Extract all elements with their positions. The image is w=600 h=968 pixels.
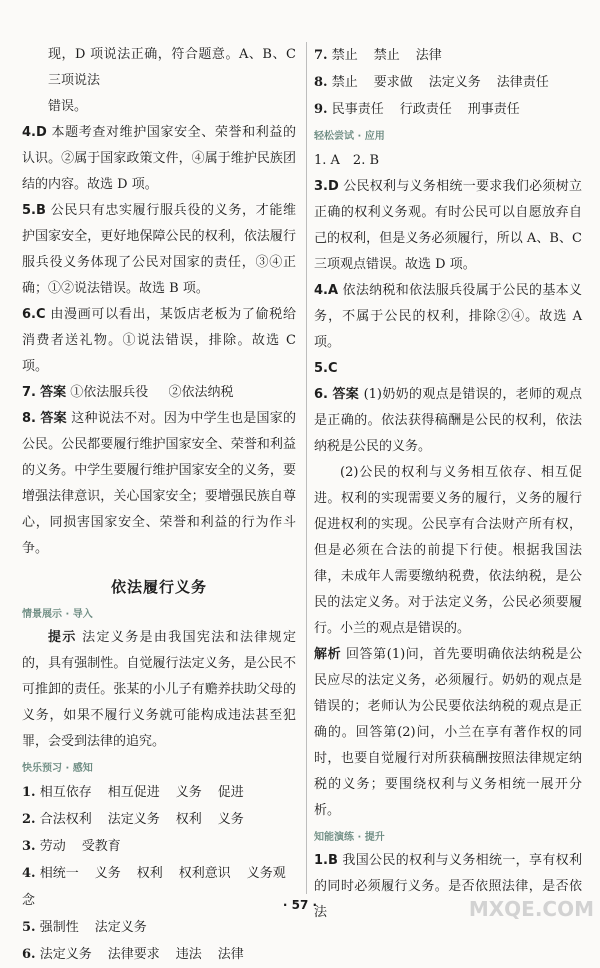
answer-line-2: 2. 合法权利 法定义务 权利 义务 (22, 812, 244, 827)
q1-q2-answer: 1. A 2. B (314, 153, 380, 168)
q6-right-answer: 6. 答案 (1)奶奶的观点是错误的，老师的观点是正确的。依法获得稿酬是公民的权利，依法纳税是公民的义务。 (314, 387, 582, 454)
q3-answer: 3.D 公民权利与义务相统一要求我们必须树立正确的权利义务观。有时公民可以自愿放弃自己的权利，但是义务必须履行，所以 A、B、C 三项观点错误。故选 D 项。 (314, 179, 582, 272)
answer-line-3: 3. 劳动 受教育 (22, 839, 121, 854)
q1-practice-answer: 1.B 我国公民的权利与义务相统一，享有权利的同时必须履行义务。是否依照法律，是否依法 (314, 853, 582, 920)
q6-answer: 6.C 由漫画可以看出，某饭店老板为了偷税给消费者送礼物。①说法错误，排除。故选 C 项。 (22, 307, 296, 374)
q7-answer: 7. 答案 ①依法服兵役 ②依法纳税 (22, 385, 234, 400)
watermark: MXQE.COM (468, 897, 594, 921)
q6-part2: (2)公民的权利与义务相互依存、相互促进。权利的实现需要义务的履行，义务的履行促进权利的实现。公民享有合法财产所有权，但是必须在合法的前提下行使。根据我国法律，未成年人需要缴纳税费，依法纳税，是公民的法定义务。对于法定义务，公民必须要履行。小兰的观点是错误的。 (314, 465, 582, 636)
q4-right-answer: 4.A 依法纳税和依法服兵役属于公民的基本义务，不属于公民的权利，排除②④。故选 A 项。 (314, 283, 582, 350)
answer-line-7: 7. 禁止 禁止 法律 (314, 48, 442, 63)
answer-line-8: 8. 禁止 要求做 法定义务 法律责任 (314, 75, 549, 90)
section-title: 依法履行义务 (110, 578, 207, 596)
right-column (314, 42, 582, 926)
q4-answer: 4.D 本题考查对维护国家安全、荣誉和利益的认识。②属于国家政策文件，④属于维护民族团结的内容。故选 D 项。 (22, 125, 296, 192)
page-number: · 57 · (282, 898, 318, 912)
left-column (22, 42, 296, 968)
answer-line-5: 5. 强制性 法定义务 (22, 920, 147, 935)
section-tag-try: 轻松尝试 · 应用 (314, 131, 385, 142)
q5-answer: 5.B 公民只有忠实履行服兵役的义务，才能维护国家安全，更好地保障公民的权利，依法履行服兵役义务体现了公民对国家的责任，③④正确；①②说法错误。故选 B 项。 (22, 203, 296, 296)
column-divider (306, 42, 307, 894)
section-tag-practice: 知能演练 · 提升 (314, 832, 385, 843)
answer-line-9: 9. 民事责任 行政责任 刑事责任 (314, 102, 520, 117)
answer-line-4: 4. 相统一 义务 权利 权利意识 义务观念 (22, 866, 286, 908)
section-tag-intro: 情景展示 · 导入 (22, 609, 93, 620)
q8-answer: 8. 答案 这种说法不对。因为中学生也是国家的公民。公民都要履行维护国家安全、荣誉和利益的义务。中学生要履行维护国家安全的义务，要增强法律意识，关心国家安全；要增强民族自尊心，同损害国家安全、荣誉和利益的行为作斗争。 (22, 411, 296, 556)
analysis-paragraph: 解析 回答第(1)问，首先要明确依法纳税是公民应尽的法定义务，必须履行。奶奶的观点是错误的；老师认为公民要依法纳税的观点是正确的。回答第(2)问，小兰在享有著作权的同时，也要自觉履行对所获稿酬按照法律规定纳税的义务；要围绕权利与义务相统一展开分析。 (314, 647, 582, 818)
answer-line-1: 1. 相互依存 相互促进 义务 促进 (22, 785, 244, 800)
answer-line-6: 6. 法定义务 法律要求 违法 法律 (22, 947, 244, 962)
q3-continuation: 现，D 项说法正确，符合题意。A、B、C 三项说法 错误。 (48, 47, 296, 114)
section-tag-preview: 快乐预习 · 感知 (22, 763, 93, 774)
hint-paragraph: 提示 法定义务是由我国宪法和法律规定的，具有强制性。自觉履行法定义务，是公民不可推卸的责任。张某的小儿子有赡养扶助父母的义务，如果不履行义务就可能构成违法甚至犯罪，会受到法律的追究。 (22, 630, 296, 749)
q5-right-answer: 5.C (314, 361, 338, 376)
